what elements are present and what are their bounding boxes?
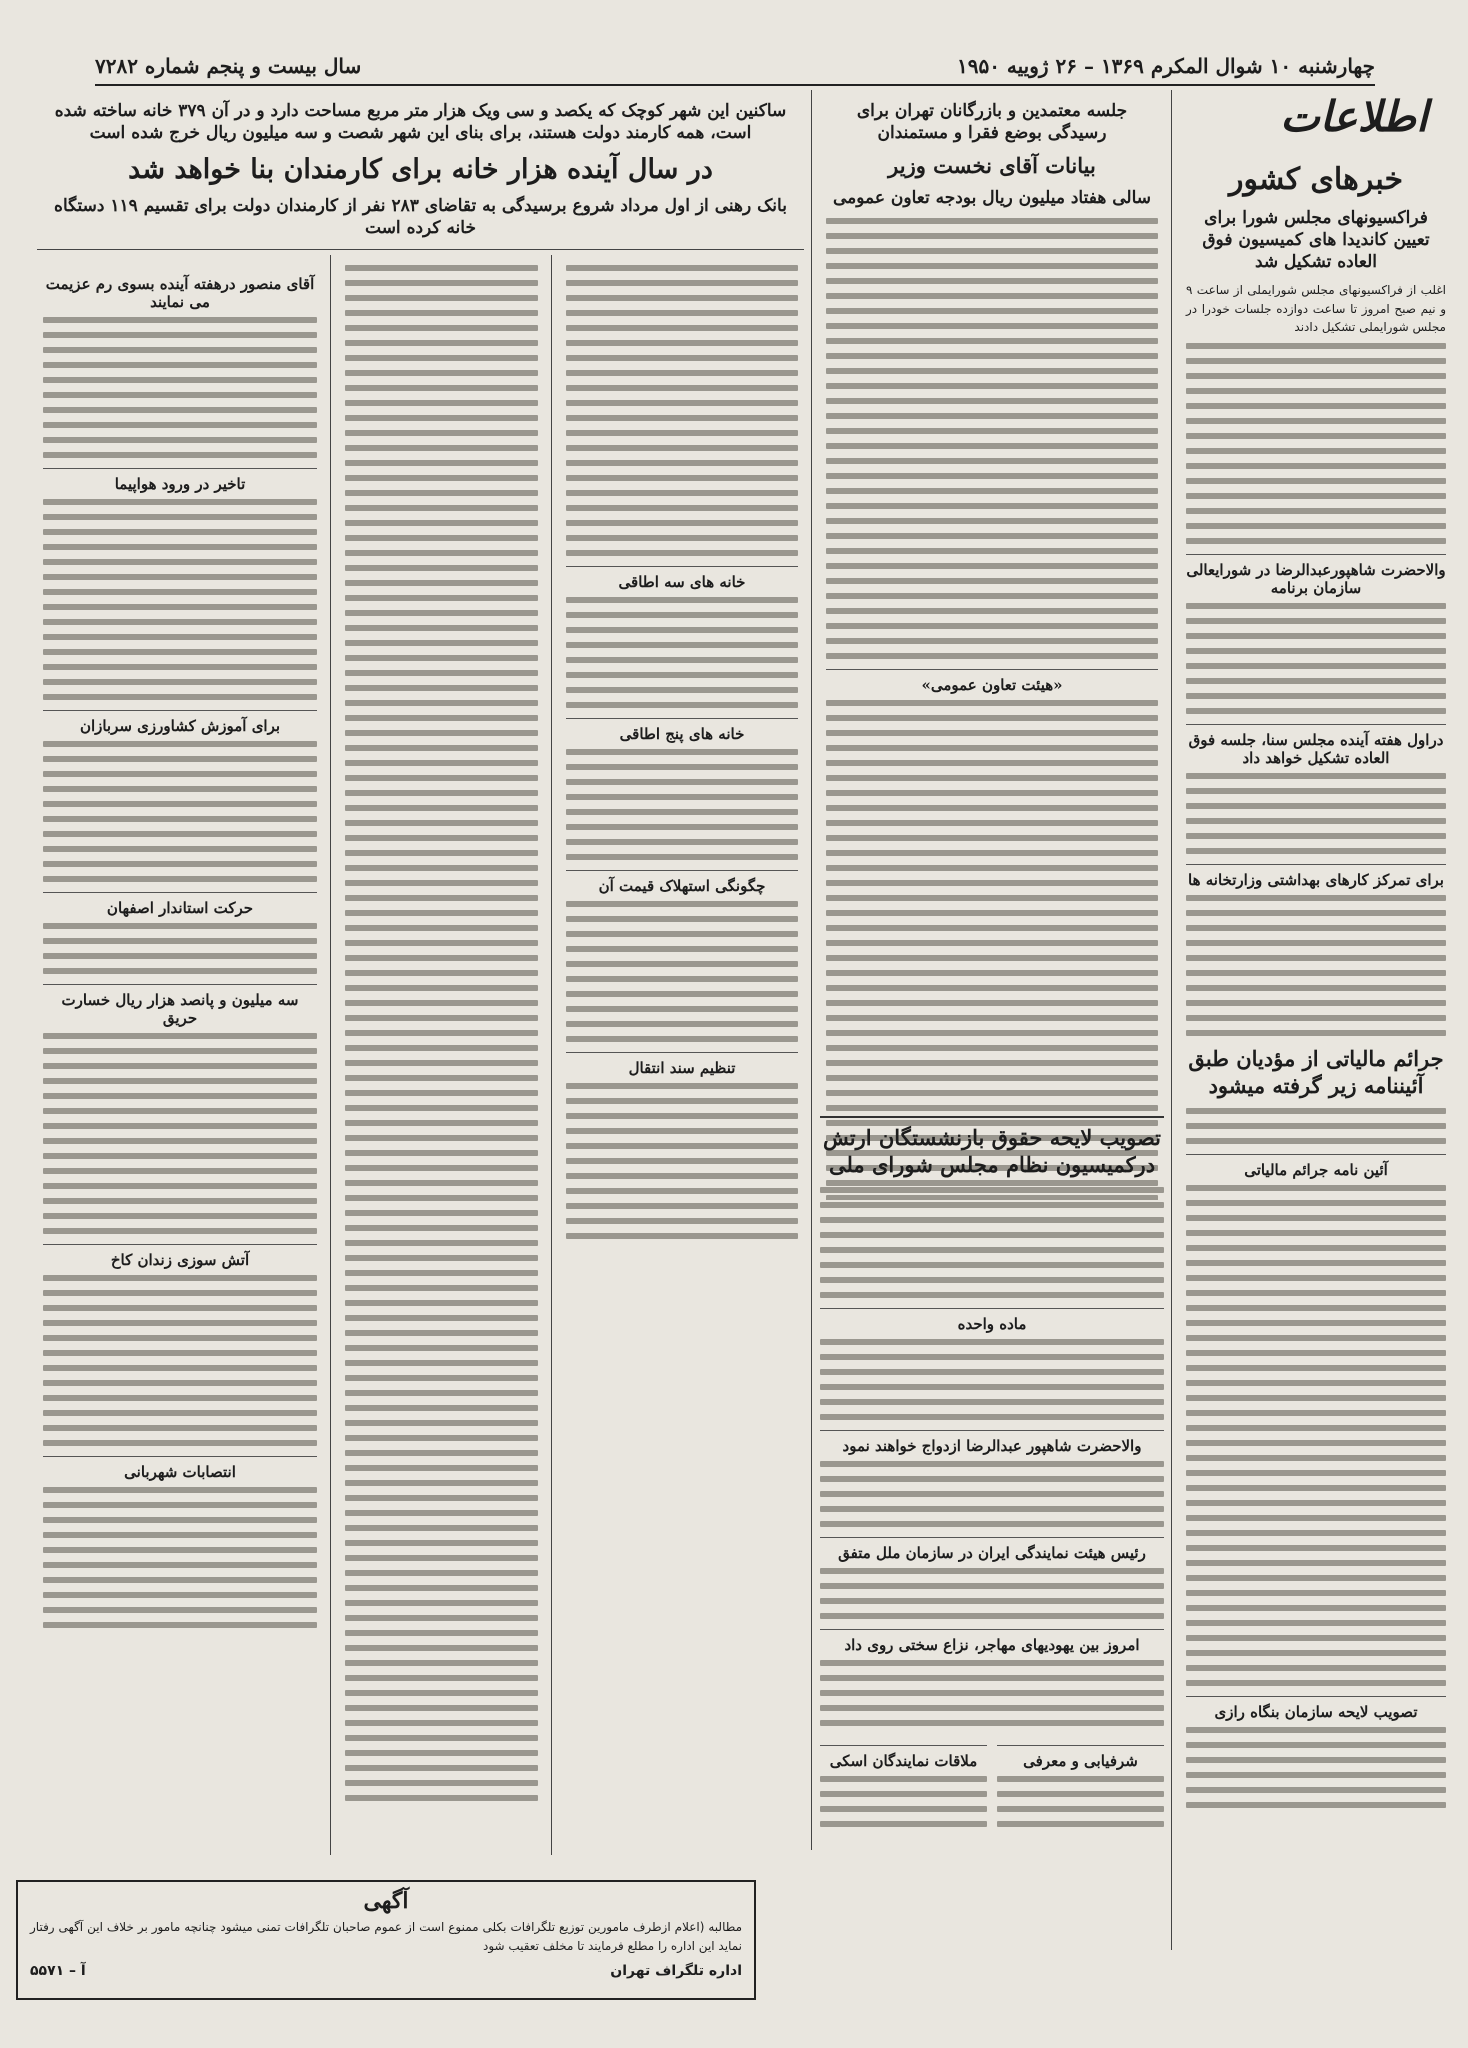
text-lines — [820, 1660, 1164, 1726]
masthead-logo: اطلاعات — [1280, 92, 1428, 141]
flight-delay-subheadline: تاخیر در ورود هواپیما — [43, 468, 317, 493]
text-lines — [43, 499, 317, 700]
text-lines — [820, 1187, 1164, 1298]
police-appointments-subheadline: انتصابات شهربانی — [43, 1456, 317, 1481]
clash-subheadline: امروز بین یهودیهای مهاجر، نزاع سختی روی داد — [820, 1629, 1164, 1654]
plan-organization-subheadline: والاحضرت شاهپورعبدالرضا در شورایعالی سازمان برنامه — [1186, 554, 1446, 597]
column-housing-continued — [339, 255, 544, 1855]
senate-subheadline: دراول هفته آینده مجلس سنا، جلسه فوق العاده تشکیل خواهد داد — [1186, 724, 1446, 767]
housing-headline-block — [37, 90, 804, 250]
text-lines — [1186, 343, 1446, 544]
date-header — [95, 48, 1375, 86]
budget-subheadline: سالی هفتاد میلیون ریال بودجه تعاون عمومی — [832, 188, 1151, 209]
razi-institute-subheadline: تصویب لایحه سازمان بنگاه رازی — [1186, 1696, 1446, 1721]
bottom-briefs — [820, 1735, 1164, 1836]
audience-subheadline: شرفیابی و معرفی — [997, 1745, 1164, 1770]
prison-fire-subheadline: آتش سوزی زندان کاخ — [43, 1244, 317, 1269]
text-lines — [43, 923, 317, 974]
text-lines — [1186, 603, 1446, 714]
deed-subheadline: تنظیم سند انتقال — [566, 1052, 798, 1077]
army-pensions-headline: تصویب لایحه حقوق بازنشستگان ارتش درکمیسیون نظام مجلس شورای ملی — [820, 1116, 1164, 1179]
five-room-subheadline: خانه های پنج اطاقی — [566, 718, 798, 743]
pm-kicker: جلسه معتمدین و بازرگانان تهران برای رسیدگی بوضع فقرا و مستمندان — [856, 101, 1128, 144]
column-rule — [551, 255, 552, 1855]
column-rule — [330, 255, 331, 1855]
text-lines — [820, 1461, 1164, 1527]
brief-right — [997, 1735, 1164, 1836]
ski-meeting-subheadline: ملاقات نمایندگان اسکی — [820, 1745, 987, 1770]
column-country-news — [1180, 150, 1452, 1940]
text-lines — [43, 1487, 317, 1628]
text-lines — [566, 749, 798, 860]
single-article-subheadline: ماده واحده — [820, 1308, 1164, 1333]
column-housing-details — [560, 255, 804, 1255]
text-lines — [1186, 773, 1446, 854]
column-rule — [811, 90, 812, 1850]
tax-regulation-subheadline: آئین نامه جرائم مالیاتی — [1186, 1154, 1446, 1179]
cooperation-subheadline: «هیئت تعاون عمومی» — [826, 669, 1158, 694]
text-lines — [566, 901, 798, 1042]
un-delegation-subheadline: رئیس هیئت نمایندگی ایران در سازمان ملل متفق — [820, 1537, 1164, 1562]
ad-body: مطالبه (اعلام ازطرف مامورین توزیع تلگرافات بکلی ممنوع است از عموم صاحبان تلگرافات تمنی میشود چنانچه مامور بر خلاف این آگهی رفتار نماید این اداره را مطلع فرمایند تا مخلف تعقیب شود — [30, 1920, 742, 1953]
column-rule — [1171, 90, 1172, 1950]
date-line: چهارشنبه ۱۰ شوال المکرم ۱۳۶۹ – ۲۶ ژوییه ۱۹۵۰ — [956, 54, 1375, 78]
text-lines — [997, 1776, 1164, 1827]
country-news-headline: خبرهای کشور — [1228, 162, 1404, 197]
tax-penalties-headline: جرائم مالیاتی از مؤدیان طبق آئیننامه زیر گرفته میشود — [1188, 1046, 1444, 1099]
text-lines — [43, 317, 317, 458]
mansour-subheadline: آقای منصور درهفته آینده بسوی رم عزیمت می نمایند — [45, 275, 315, 311]
text-lines — [566, 1083, 798, 1239]
fire-damage-subheadline: سه میلیون و پانصد هزار ریال خسارت حریق — [43, 984, 317, 1027]
three-room-subheadline: خانه های سه اطاقی — [566, 566, 798, 591]
text-lines — [820, 1339, 1164, 1420]
housing-headline: در سال آینده هزار خانه برای کارمندان بنا خواهد شد — [128, 154, 713, 186]
brief-left — [820, 1735, 987, 1836]
housing-subheadline: بانک رهنی از اول مرداد شروع برسیدگی به تقاضای ۲۸۳ نفر از کارمندان دولت برای تقسیم ۱۱۹ دستگاه خانه کرده است — [54, 196, 787, 239]
ad-phone: آ – ۵۵۷۱ — [30, 1963, 86, 1980]
text-lines — [345, 265, 538, 1801]
factions-paragraph: اغلب از فراکسیونهای مجلس شورایملی از ساعت ۹ و نیم صبح امروز تا ساعت دوازده جلسات خودرا در مجلس شورایملی تشکیل دادند — [1186, 283, 1446, 335]
pm-headline: بیانات آقای نخست وزیر — [888, 153, 1096, 179]
telegraph-advertisement — [16, 1880, 756, 2000]
text-lines — [566, 265, 798, 556]
text-lines — [43, 1033, 317, 1234]
text-lines — [566, 597, 798, 708]
text-lines — [43, 1275, 317, 1446]
text-lines — [43, 741, 317, 882]
soldier-training-subheadline: برای آموزش کشاورزی سربازان — [43, 710, 317, 735]
text-lines — [1186, 1108, 1446, 1144]
amortization-subheadline: چگونگی استهلاک قیمت آن — [566, 870, 798, 895]
housing-kicker: ساکنین این شهر کوچک که یکصد و سی ویک هزار متر مربع مساحت دارد و در آن ۳۷۹ خانه ساخته شده است، همه کارمند دولت هستند، برای بنای این شهر شصت و سه میلیون ریال خرج شده است — [54, 101, 787, 144]
text-lines — [820, 1568, 1164, 1619]
ad-signature: اداره تلگراف تهران — [610, 1963, 742, 1980]
section-army-pensions — [820, 1110, 1164, 1850]
text-lines — [1186, 1185, 1446, 1686]
text-lines — [820, 1776, 987, 1827]
governor-subheadline: حرکت استاندار اصفهان — [43, 892, 317, 917]
ad-title: آگهی — [363, 1888, 409, 1914]
ad-footer — [30, 1961, 742, 1979]
health-subheadline: برای تمرکز کارهای بهداشتی وزارتخانه ها — [1186, 864, 1446, 889]
text-lines — [826, 218, 1158, 659]
prince-wedding-subheadline: والاحضرت شاهپور عبدالرضا ازدواج خواهند نمود — [820, 1430, 1164, 1455]
column-pm-speech — [820, 90, 1164, 1200]
text-lines — [1186, 895, 1446, 1036]
text-lines — [1186, 1727, 1446, 1808]
issue-number: سال بیست و پنجم شماره ۷۲۸۲ — [95, 54, 362, 78]
factions-subheadline: فراکسیونهای مجلس شورا برای تعیین کاندیدا های کمیسیون فوق العاده تشکیل شد — [1202, 208, 1430, 273]
column-briefs — [37, 255, 323, 1855]
